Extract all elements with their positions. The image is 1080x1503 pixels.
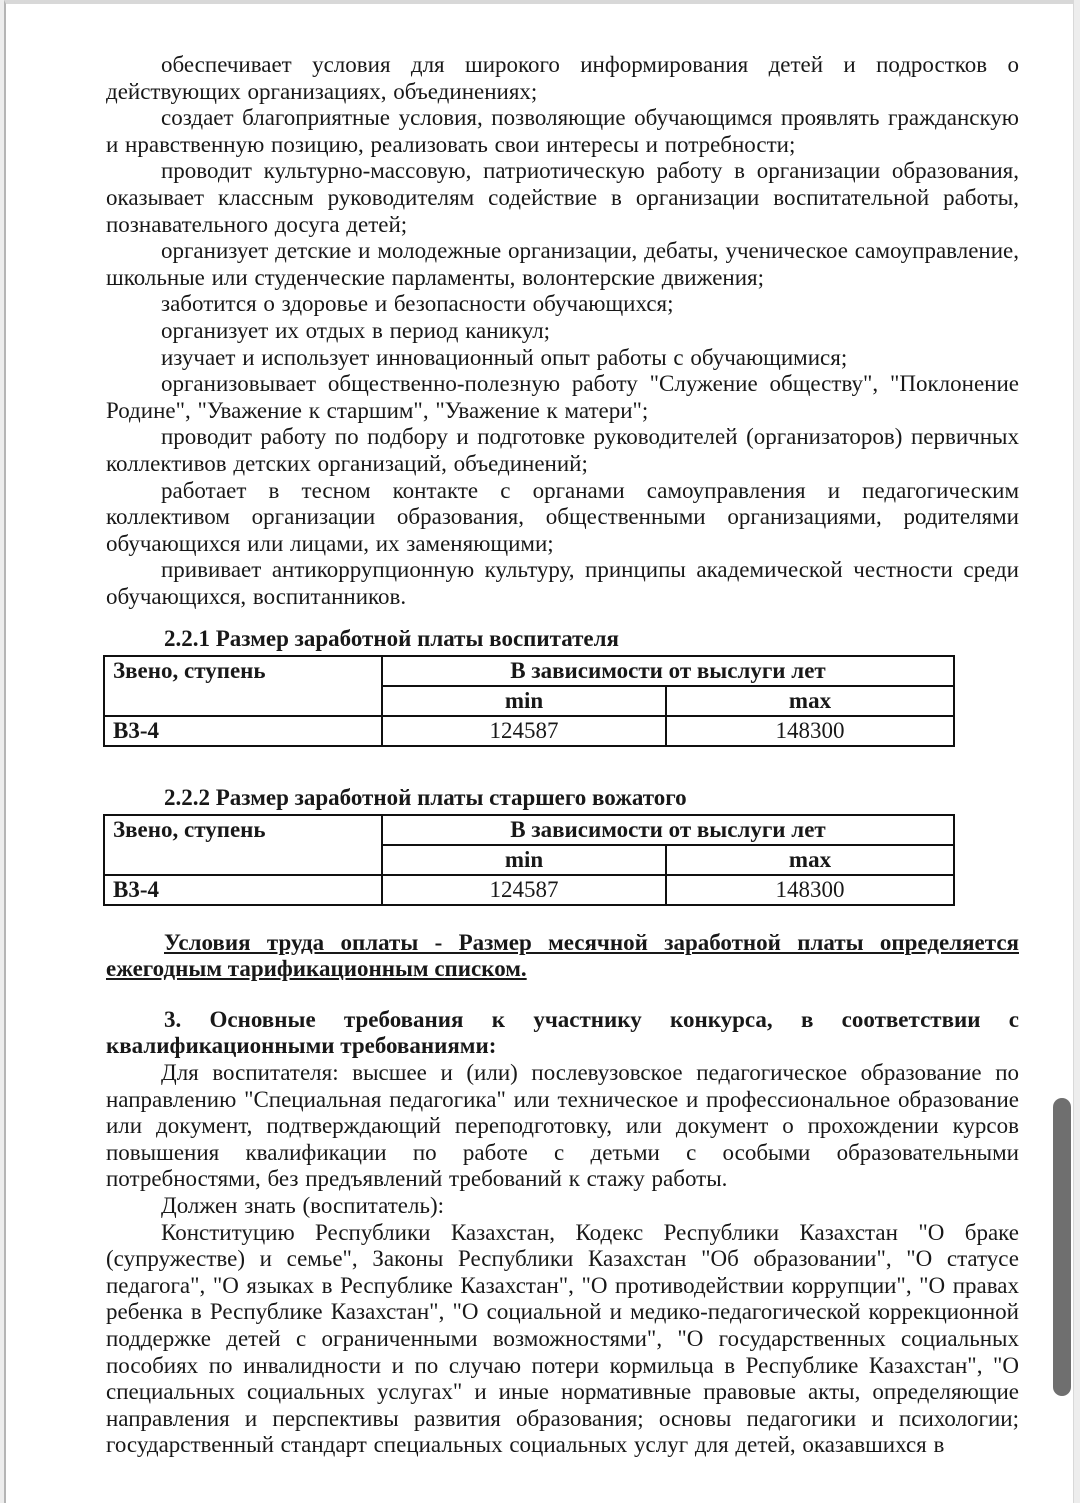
cell-level-value: В3-4	[104, 875, 382, 905]
document-content	[106, 52, 1019, 1459]
scrollbar-thumb[interactable]	[1053, 1098, 1071, 1396]
paragraph: организует их отдых в период каникул;	[161, 317, 551, 343]
paragraph: обеспечивает условия для широкого информирования детей и подростков о действующих организациях, объединениях;	[106, 52, 1019, 104]
pay-conditions-note: Условия труда оплаты - Размер месячной заработной платы определяется ежегодным тарификационным списком.	[106, 929, 1019, 982]
cell-level-value: В3-4	[104, 716, 382, 746]
section-heading-3: 3. Основные требования к участнику конкурса, в соответствии с квалификационными требованиями:	[106, 1006, 1019, 1059]
cell-max-label: max	[666, 686, 954, 716]
paragraph: Конституцию Республики Казахстан, Кодекс Республики Казахстан "О браке (супружестве) и семье", Законы Республики Казахстан "Об образовании", "О статусе педагога", "О языках в Республике Казахстан", "О противодействии коррупции", "О правах ребенка в Республике Казахстан", "О социальной и медико-педагогической коррекционной поддержке детей с ограниченными возможностями", "О государственных социальных пособиях по инвалидности и по случаю потери кормильца в Республике Казахстан", "О специальных социальных услугах" и иные нормативные правовые акты, определяющие направления и перспективы развития образования; основы педагогики и психологии; государственный стандарт специальных социальных услуг для детей, оказавшихся в	[106, 1219, 1019, 1458]
paragraph: организовывает общественно-полезную работу "Служение обществу", "Поклонение Родине", "Уважение к старшим", "Уважение к матери";	[106, 371, 1019, 423]
cell-min-value: 124587	[382, 716, 666, 746]
paragraph: работает в тесном контакте с органами самоуправления и педагогическим коллективом организации образования, общественными организациями, родителями обучающихся или лицами, их заменяющими;	[106, 477, 1019, 556]
cell-min-value: 124587	[382, 875, 666, 905]
cell-group-header: В зависимости от выслуги лет	[382, 815, 954, 845]
section-heading-2-2-2: 2.2.2 Размер заработной платы старшего вожатого	[164, 785, 687, 811]
table-row	[104, 875, 954, 905]
table-row	[104, 815, 954, 845]
cell-max-value: 148300	[666, 716, 954, 746]
paragraph: заботится о здоровье и безопасности обучающихся;	[161, 291, 674, 317]
paragraph: изучает и использует инновационный опыт работы с обучающимися;	[161, 344, 848, 370]
paragraph: проводит работу по подбору и подготовке руководителей (организаторов) первичных коллективов детских организаций, объединений;	[106, 424, 1019, 476]
cell-min-label: min	[382, 686, 666, 716]
salary-table-vozhaty	[103, 814, 955, 906]
cell-max-value: 148300	[666, 875, 954, 905]
cell-min-label: min	[382, 845, 666, 875]
cell-group-header: В зависимости от выслуги лет	[382, 656, 954, 686]
table-row	[104, 716, 954, 746]
document-page	[4, 0, 1074, 1503]
paragraph: Должен знать (воспитатель):	[161, 1193, 444, 1218]
cell-level-header: Звено, ступень	[104, 815, 382, 875]
paragraph: проводит культурно-массовую, патриотическую работу в организации образования, оказывает классным руководителям содействие в организации воспитательной работы, познавательного досуга детей;	[106, 158, 1019, 237]
salary-table-vospitatel	[103, 655, 955, 747]
paragraph: организует детские и молодежные организации, дебаты, ученическое самоуправление, школьные или студенческие парламенты, волонтерские движения;	[106, 238, 1019, 290]
paragraph: создает благоприятные условия, позволяющие обучающимся проявлять гражданскую и нравственную позицию, реализовать свои интересы и потребности;	[106, 105, 1019, 157]
cell-max-label: max	[666, 845, 954, 875]
paragraph: прививает антикоррупционную культуру, принципы академической честности среди обучающихся, воспитанников.	[106, 557, 1019, 609]
cell-level-header: Звено, ступень	[104, 656, 382, 716]
table-row	[104, 656, 954, 686]
section-heading-2-2-1: 2.2.1 Размер заработной платы воспитателя	[164, 626, 619, 652]
paragraph: Для воспитателя: высшее и (или) послевузовское педагогическое образование по направлению "Специальная педагогика" или техническое и профессиональное образование или документ, подтверждающий переподготовку, или документ о прохождении курсов повышения квалификации по работе с детьми с особыми образовательными потребностями, без предъявлений требований к стажу работы.	[106, 1060, 1019, 1192]
